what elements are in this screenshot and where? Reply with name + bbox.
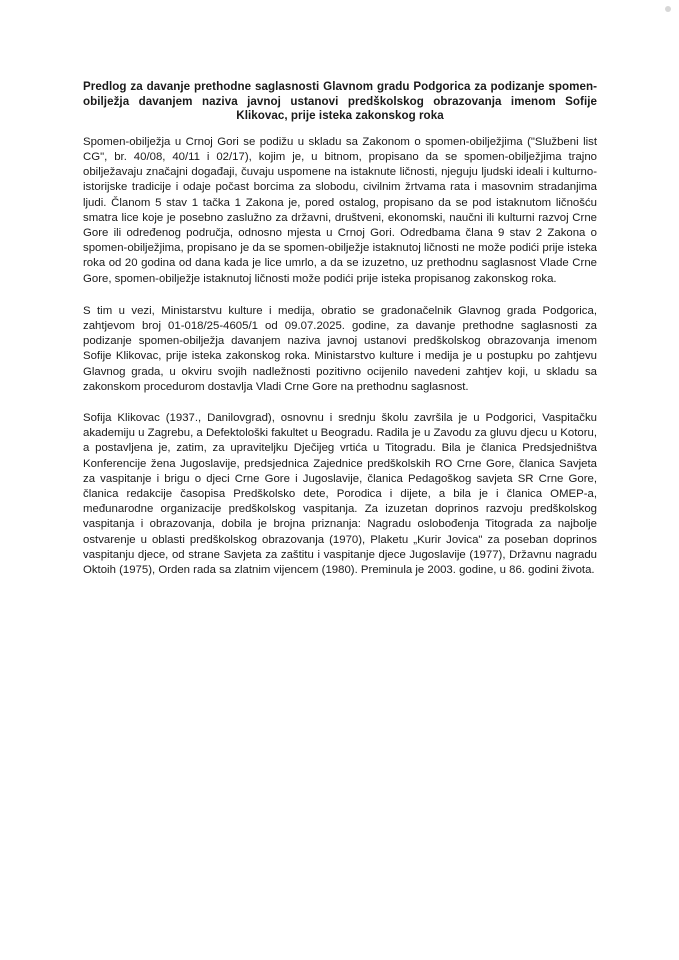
paragraph-biography: Sofija Klikovac (1937., Danilovgrad), osnovnu i srednju školu završila je u Podgorici, Vaspitačku akademiju u Zagrebu, a Defektološki fakultet u Beogradu. Radila je u Zavodu za gluvu djecu u Kotoru, a postavljena je, zatim, za upraviteljku Dječijeg vrtića u Titogradu. Bila je članica Predsjedništva Konferencije žena Jugoslavije, predsjednica Zajednice predškolskih RO Crne Gore, članica Savjeta za vaspitanje i brigu o djeci Crne Gore i Jugoslavije, članica Pedagoškog savjeta SR Crne Gore, članica redakcije časopisa Predškolsko dete, Porodica i dijete, a bila je i članica OMEP-a, međunarodne organizacije predškolskog vaspitanja. Za izuzetan doprinos razvoju predškolskog vaspitanja i obrazovanja, dobila je brojna priznanja: Nagradu oslobođenja Titograda za najbolje ostvarenje u oblasti predškolskog obrazovanja (1970), Plaketu „Kurir Jovica" za poseban doprinos vaspitanju djece, od strane Savjeta za zaštitu i vaspitanje djece Jugoslavije (1977), Državnu nagradu Oktoih (1975), Orden rada sa zlatnim vijencem (1980). Preminula je 2003. godine, u 86. godini života. — [83, 412, 597, 577]
document-body — [83, 80, 597, 594]
page-corner-mark — [665, 6, 671, 12]
paragraph-legal-basis: Spomen-obilježja u Crnoj Gori se podižu u skladu sa Zakonom o spomen-obilježjima ("Službeni list CG", br. 40/08, 40/11 i 02/17), kojim je, u bitnom, propisano da se spomen-obilježjima trajno obilježavaju značajni događaji, čuvaju uspomene na istaknute ličnosti, njeguju ljudski ideali i kulturno-istorijske tradicije i odaje počast borcima za slobodu, civilnim žrtvama rata i masovnim stradanjima ljudi. Članom 5 stav 1 tačka 1 Zakona je, pored ostalog, propisano da se pod istaknutom ličnošću smatra lice koje je posebno zaslužno za državni, društveni, ekonomski, naučni ili kulturni razvoj Crne Gore ili određenog područja, odnosno mjesta u Crnoj Gori. Odredbama člana 9 stav 2 Zakona o spomen-obilježjima, propisano je da se spomen-obilježje istaknutoj ličnosti ne može podići prije isteka roka od 20 godina od dana kada je lice umrlo, a da se izuzetno, uz prethodnu saglasnost Vlade Crne Gore, spomen-obilježje istaknutoj ličnosti može podići prije isteka propisanog zakonskog roka. — [83, 135, 597, 285]
document-title: Predlog za davanje prethodne saglasnosti Glavnom gradu Podgorica za podizanje spomen-obilježja davanjem naziva javnoj ustanovi predškolskog obrazovanja imenom Sofije Klikovac, prije isteka zakonskog roka — [83, 80, 597, 123]
paragraph-request: S tim u vezi, Ministarstvu kulture i medija, obratio se gradonačelnik Glavnog grada Podgorica, zahtjevom broj 01-018/25-4605/1 od 09.07.2025. godine, za davanje prethodne saglasnosti za podizanje spomen-obilježja davanjem naziva javnoj ustanovi predškolskog obrazovanja imenom Sofije Klikovac, prije isteka zakonskog roka. Ministarstvo kulture i medija je u postupku po zahtjevu Glavnog grada, u okviru svojih nadležnosti pozitivno ocijenilo navedeni zahtjev koji, u skladu sa zakonskom procedurom dostavlja Vladi Crne Gore na prethodnu saglasnost. — [83, 304, 597, 393]
